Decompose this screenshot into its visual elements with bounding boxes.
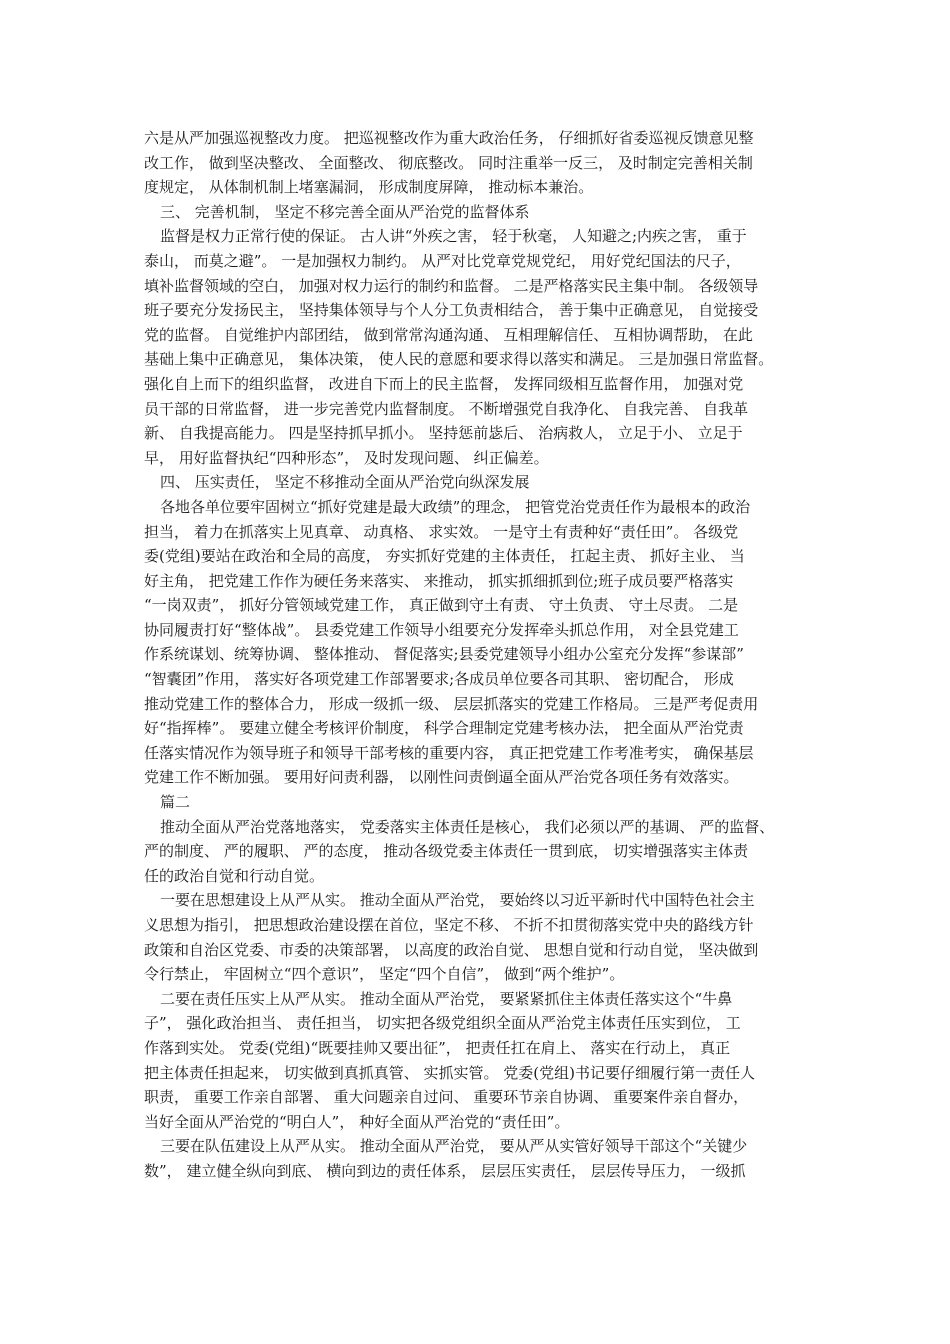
text-line: 好主角， 把党建工作作为硬任务来落实、 来推动， 抓实抓细抓到位;班子成员要严格落实 <box>144 571 734 590</box>
text-line: 委(党组)要站在政治和全局的高度， 夯实抓好党建的主体责任， 扛起主责、 抓好主业、 当 <box>144 547 745 566</box>
text-line: 党建工作不断加强。 要用好问责利器， 以刚性问责倒逼全面从严治党各项任务有效落实。 <box>144 768 739 787</box>
text-line: 泰山， 而莫之避”。 一是加强权力制约。 从严对比党章党规党纪， 用好党纪国法的尺子， <box>144 251 741 270</box>
text-line: 一要在思想建设上从严从实。 推动全面从严治党， 要始终以习近平新时代中国特色社会主 <box>160 891 755 910</box>
text-line: 推动全面从严治党落地落实， 党委落实主体责任是核心， 我们必须以严的基调、 严的监督、 <box>160 817 775 836</box>
text-line: 篇二 <box>160 793 191 812</box>
text-line: 班子要充分发扬民主， 坚持集体领导与个人分工负责相结合， 善于集中正确意见， 自觉接受 <box>144 301 759 320</box>
text-line: 令行禁止， 牢固树立“四个意识”， 坚定“四个自信”， 做到“两个维护”。 <box>144 965 625 984</box>
text-line: 职责， 重要工作亲自部署、 重大问题亲自过问、 重要环节亲自协调、 重要案件亲自督办， <box>144 1088 749 1107</box>
text-line: 改工作， 做到坚决整改、 全面整改、 彻底整改。 同时注重举一反三， 及时制定完善相关制 <box>144 153 753 172</box>
text-line: 填补监督领域的空白， 加强对权力运行的制约和监督。 二是严格落实民主集中制。 各级领导 <box>144 276 759 295</box>
text-line: 强化自上而下的组织监督， 改进自下而上的民主监督， 发挥同级相互监督作用， 加强对党 <box>144 374 744 393</box>
text-line: 任落实情况作为领导班子和领导干部考核的重要内容， 真正把党建工作考准考实， 确保基层 <box>144 743 754 762</box>
text-line: 二要在责任压实上从严从实。 推动全面从严治党， 要紧紧抓住主体责任落实这个“牛鼻 <box>160 989 733 1008</box>
text-line: 四、 压实责任， 坚定不移推动全面从严治党向纵深发展 <box>160 473 530 492</box>
text-line: 义思想为指引， 把思想政治建设摆在首位，坚定不移、 不折不扣贯彻落实党中央的路线方针 <box>144 916 754 934</box>
text-line: 六是从严加强巡视整改力度。 把巡视整改作为重大政治任务， 仔细抓好省委巡视反馈意见整 <box>144 129 754 147</box>
text-line: 担当， 着力在抓落实上见真章、 动真格、 求实效。 一是守土有责种好“责任田”。 各级党 <box>144 522 739 541</box>
text-line: 监督是权力正常行使的保证。 古人讲“外疾之害， 轻于秋毫， 人知避之;内疾之害， 重于 <box>160 227 747 246</box>
text-line: 把主体责任担起来， 切实做到真抓真管、 实抓实管。 党委(党组)书记要仔细履行第一责任人 <box>144 1063 756 1082</box>
text-line: 作系统谋划、统筹协调、 整体推动、 督促落实;县委党建领导小组办公室充分发挥“参谋部” <box>144 645 744 664</box>
text-line: 好“指挥棒”。 要建立健全考核评价制度， 科学合理制定党建考核办法， 把全面从严治党责 <box>144 719 744 738</box>
text-line: 新、 自我提高能力。 四是坚持抓早抓小。 坚持惩前毖后、 治病救人， 立足于小、 立足于 <box>144 424 743 443</box>
text-line: 各地各单位要牢固树立“抓好党建是最大政绩”的理念， 把管党治党责任作为最根本的政治 <box>160 497 751 516</box>
text-line: 作落到实处。 党委(党组)“既要挂帅又要出征”， 把责任扛在肩上、 落实在行动上， 真正 <box>144 1038 731 1057</box>
text-line: 严的制度、 严的履职、 严的态度， 推动各级党委主体责任一贯到底， 切实增强落实主体责 <box>144 842 749 861</box>
text-line: 三、 完善机制， 坚定不移完善全面从严治党的监督体系 <box>160 202 530 221</box>
text-line: “智囊团”作用， 落实好各项党建工作部署要求;各成员单位要各司其职、 密切配合， 形成 <box>144 670 734 689</box>
text-line: 数”， 建立健全纵向到底、 横向到边的责任体系， 层层压实责任， 层层传导压力， 一级抓 <box>144 1161 746 1180</box>
text-line: 三要在队伍建设上从严从实。 推动全面从严治党， 要从严从实管好领导干部这个“关键少 <box>160 1137 748 1156</box>
text-line: 子”， 强化政治担当、 责任担当， 切实把各级党组织全面从严治党主体责任压实到位， 工 <box>144 1014 741 1033</box>
text-line: 政策和自治区党委、市委的决策部署， 以高度的政治自觉、 思想自觉和行动自觉， 坚决做到 <box>144 940 759 959</box>
text-line: 任的政治自觉和行动自觉。 <box>144 866 325 885</box>
text-line: 员干部的日常监督， 进一步完善党内监督制度。 不断增强党自我净化、 自我完善、 自我革 <box>144 399 749 418</box>
text-line: 度规定， 从体制机制上堵塞漏洞， 形成制度屏障， 推动标本兼治。 <box>144 178 594 197</box>
text-line: 党的监督。 自觉维护内部团结， 做到常常沟通沟通、 互相理解信任、 互相协调帮助， 在此 <box>144 325 753 344</box>
text-line: 协同履责打好“整体战”。 县委党建工作领导小组要充分发挥牵头抓总作用， 对全县党建工 <box>144 620 739 639</box>
text-line: “一岗双责”， 抓好分管领域党建工作， 真正做到守土有责、 守土负责、 守土尽责。 二是 <box>144 596 739 615</box>
text-line: 基础上集中正确意见， 集体决策， 使人民的意愿和要求得以落实和满足。 三是加强日常监督。 <box>144 350 774 369</box>
text-line: 当好全面从严治党的“明白人”， 种好全面从严治党的“责任田”。 <box>144 1112 570 1131</box>
text-line: 推动党建工作的整体合力， 形成一级抓一级、 层层抓落实的党建工作格局。 三是严考促责用 <box>144 694 759 713</box>
text-line: 早， 用好监督执纪“四种形态”， 及时发现问题、 纠正偏差。 <box>144 448 549 467</box>
document-body <box>144 126 808 1184</box>
